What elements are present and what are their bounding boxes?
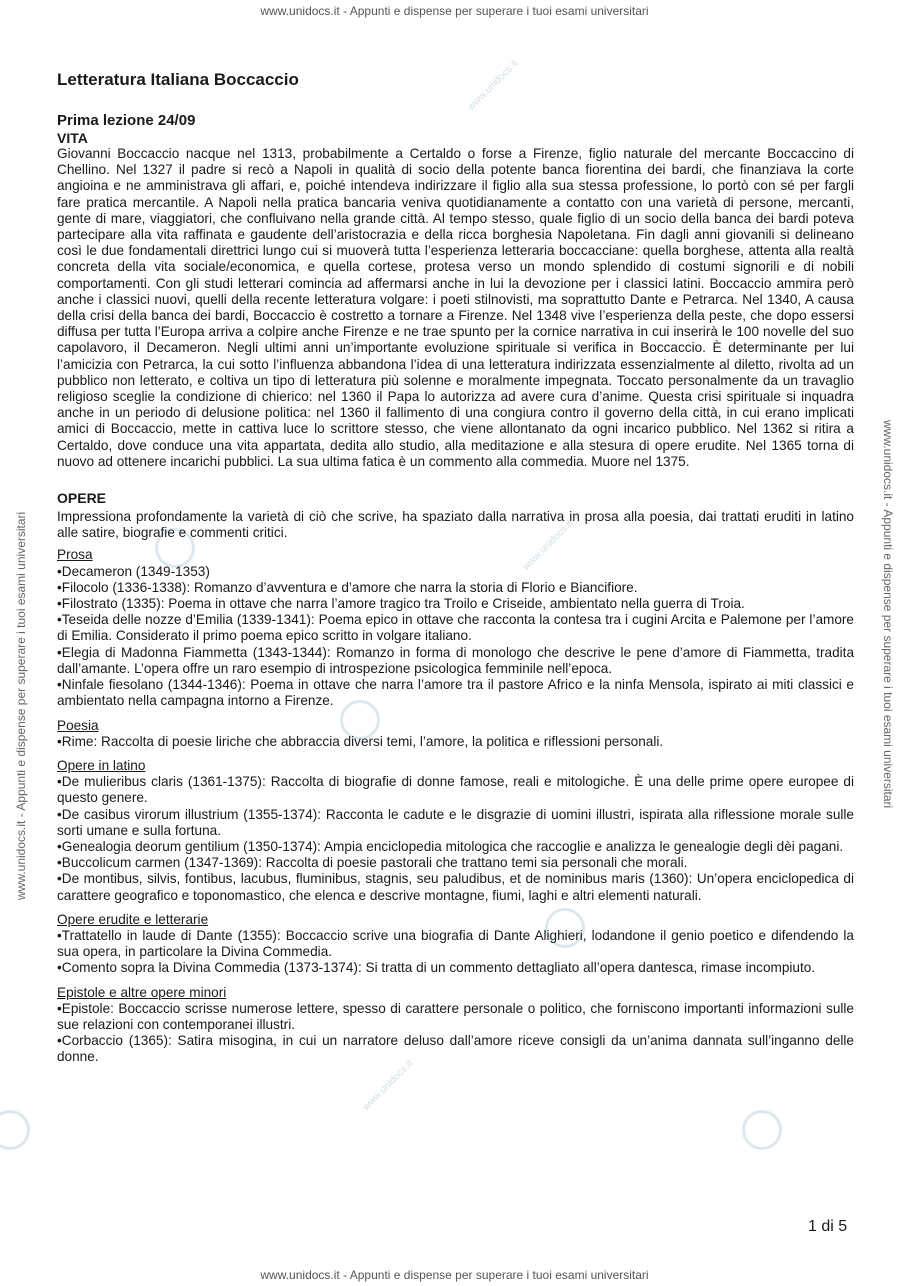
list-item: • Rime: Raccolta di poesie liriche che abbraccia diversi temi, l’amore, la politica e riflessioni personali. [57,734,854,750]
left-side-banner[interactable]: www.unidocs.it - Appunti e dispense per superare i tuoi esami universitari [14,511,28,900]
document-title: Letteratura Italiana Boccaccio [57,70,299,89]
watermark-text: www.unidocs.it [520,518,576,573]
list-item: • Genealogia deorum gentilium (1350-1374): Ampia enciclopedia mitologica che raccoglie e analizza le genealogie degli dèi pagani. [57,839,854,855]
section-opere-latino [57,758,854,904]
list-item: • Buccolicum carmen (1347-1369): Raccolta di poesie pastorali che trattano temi sia personali che morali. [57,855,854,871]
list-item: • Epistole: Boccaccio scrisse numerose lettere, spesso di carattere personale o politico, che forniscono importanti informazioni sulle sue relazioni con contemporanei illustri. [57,1001,854,1033]
section-opere-erudite [57,912,854,977]
header-banner[interactable]: www.unidocs.it - Appunti e dispense per superare i tuoi esami universitari [260,4,649,18]
list-item: • Filostrato (1335): Poema in ottave che narra l’amore tragico tra Troilo e Criseide, ambientato nella guerra di Troia. [57,596,854,612]
section-title: Prosa [57,547,93,563]
watermark-logo-icon [0,1110,30,1150]
opere-heading: OPERE [57,490,107,507]
list-item: • De casibus virorum illustrium (1355-1374): Racconta le cadute e le disgrazie di uomini illustri, ispirata alla riflessione morale sulle sorti umane e sulla fortuna. [57,807,854,839]
section-prosa [57,547,854,709]
list-item: • De mulieribus claris (1361-1375): Raccolta di biografie di donne famose, reali e mitologiche. È una delle prime opere europee di questo genere. [57,774,854,806]
vita-heading: VITA [57,130,88,146]
list-item: • Ninfale fiesolano (1344-1346): Poema in ottave che narra l’amore tra il pastore Africo e la ninfa Mensola, ispirato ai miti classici e ambientato nella campagna intorno a Firenze. [57,677,854,709]
list-item: • Decameron (1349-1353) [57,564,854,580]
section-epistole [57,985,854,1066]
list-item: • Comento sopra la Divina Commedia (1373-1374): Si tratta di un commento dettagliato all’opera dantesca, rimase incompiuto. [57,960,854,976]
lesson-title: Prima lezione 24/09 [57,112,196,129]
list-item: • De montibus, silvis, fontibus, lacubus, fluminibus, stagnis, seu paludibus, et de nominibus maris (1360): Un’opera enciclopedica di carattere geografico e toponomastico, che elenca e descrive montagne, fiumi, laghi e altri elementi naturali. [57,871,854,903]
section-title: Poesia [57,717,99,733]
watermark-text: www.unidocs.it [360,1058,416,1113]
list-item: • Corbaccio (1365): Satira misogina, in cui un narratore deluso dall’amore riceve consigli da un’anima dannata sull’inganno delle donne. [57,1033,854,1065]
list-item: • Elegia di Madonna Fiammetta (1343-1344): Romanzo in forma di monologo che descrive le pene d’amore di Fiammetta, tradita dall’amante. L’opera offre un raro esempio di introspezione psicologica femminile nell’epoca. [57,645,854,677]
section-title: Epistole e altre opere minori [57,984,227,1000]
footer-banner[interactable]: www.unidocs.it - Appunti e dispense per superare i tuoi esami universitari [260,1268,649,1282]
page-number: 1 di 5 [808,1218,848,1235]
section-title: Opere erudite e letterarie [57,911,209,927]
watermark-text: www.unidocs.it [465,58,521,113]
document-body [57,70,854,1066]
section-title: Opere in latino [57,757,146,773]
section-poesia [57,718,854,750]
right-side-banner[interactable]: www.unidocs.it - Appunti e dispense per superare i tuoi esami universitari [881,420,895,809]
opere-intro: Impressiona profondamente la varietà di ciò che scrive, ha spaziato dalla narrativa in prosa alla poesia, dai trattati eruditi in latino alle satire, biografie e commenti critici. [57,509,854,541]
list-item: • Filocolo (1336-1338): Romanzo d’avventura e d’amore che narra la storia di Florio e Biancifiore. [57,580,854,596]
list-item: • Teseida delle nozze d’Emilia (1339-1341): Poema epico in ottave che racconta la contesa tra i cugini Arcita e Palemone per l’amore di Emilia. Considerato il primo poema epico scritto in volgare italiano. [57,612,854,644]
list-item: • Trattatello in laude di Dante (1355): Boccaccio scrive una biografia di Dante Alighieri, lodandone il genio poetico e difendendo la sua opera, in particolare la Divina Commedia. [57,928,854,960]
vita-paragraph: Giovanni Boccaccio nacque nel 1313, probabilmente a Certaldo o forse a Firenze, figlio naturale del mercante Boccaccino di Chellino. Nel 1327 il padre si recò a Napoli in qualità di socio della potente banca fiorentina dei bardi, che finanziava la corte angioina e ne amministrava gli affari, e, poiché intendeva indirizzare il figlio alla sua stessa professione, lo portò con sé per fargli fare pratica mercantile. A Napoli nella pratica bancaria veniva quotidianamente a contatto con una varietà di persone, mercanti, gente di mare, viaggiatori, che confluivano nella grande città. Al tempo stesso, quale figlio di un socio della banca dei bardi poteva partecipare alla vita raffinata e gaudente dell’aristocrazia e della ricca borghesia Napoletana. Fin dagli anni giovanili si delineano così le due fondamentali direttrici lungo cui si muoverà tutta l’esperienza letteraria boccacciane: quella borghese, attenta alla realtà concreta della vita sociale/economica, e quella cortese, protesa verso un mondo splendido di costumi signorili e di nobili comportamenti. Con gli studi letterari comincia ad affermarsi anche in lui la devozione per i classici latini. Boccaccio ammira però anche i classici nuovi, quelli della recente letteratura volgare: i poeti stilnovisti, ma soprattutto Dante e Petrarca. Nel 1340, A causa della crisi della banca dei bardi, Boccaccio è costretto a tornare a Firenze. Nel 1348 vive l’esperienza della peste, che dopo essersi diffusa per tutta l’Europa arriva a colpire anche Firenze e ne trae spunto per la cornice narrativa in cui inserirà le 100 novelle del suo capolavoro, il Decameron. Negli ultimi anni un’importante evoluzione spirituale si verifica in Boccaccio. È determinante per lui l’amicizia con Petrarca, la cui sotto l’influenza abbandona l’idea di una letteratura indirizzata essenzialmente al diletto, rivolta ad un pubblico non letterato, e coltiva un tipo di letteratura più solenne e moralmente impegnata. Toccato personalmente da un travaglio religioso sceglie la condizione di chierico: nel 1360 il Papa lo autorizza ad avere cura d’anime. Questa crisi spirituale si inquadra anche in un periodo di delusione politica: nel 1360 il fallimento di una congiura contro il governo della città, in cui erano implicati amici di Boccaccio, mette in cattiva luce lo scrittore stesso, che viene allontanato da ogni incarico pubblico. Nel 1362 si ritira a Certaldo, dove conduce una vita appartata, dedita allo studio, alla meditazione e alla stesura di opere erudite. Nel 1365 torna di nuovo ad ottenere incarichi pubblici. La sua ultima fatica è un commento alla commedia. Muore nel 1375. [57,146,854,469]
watermark-logo-icon [742,1110,782,1150]
